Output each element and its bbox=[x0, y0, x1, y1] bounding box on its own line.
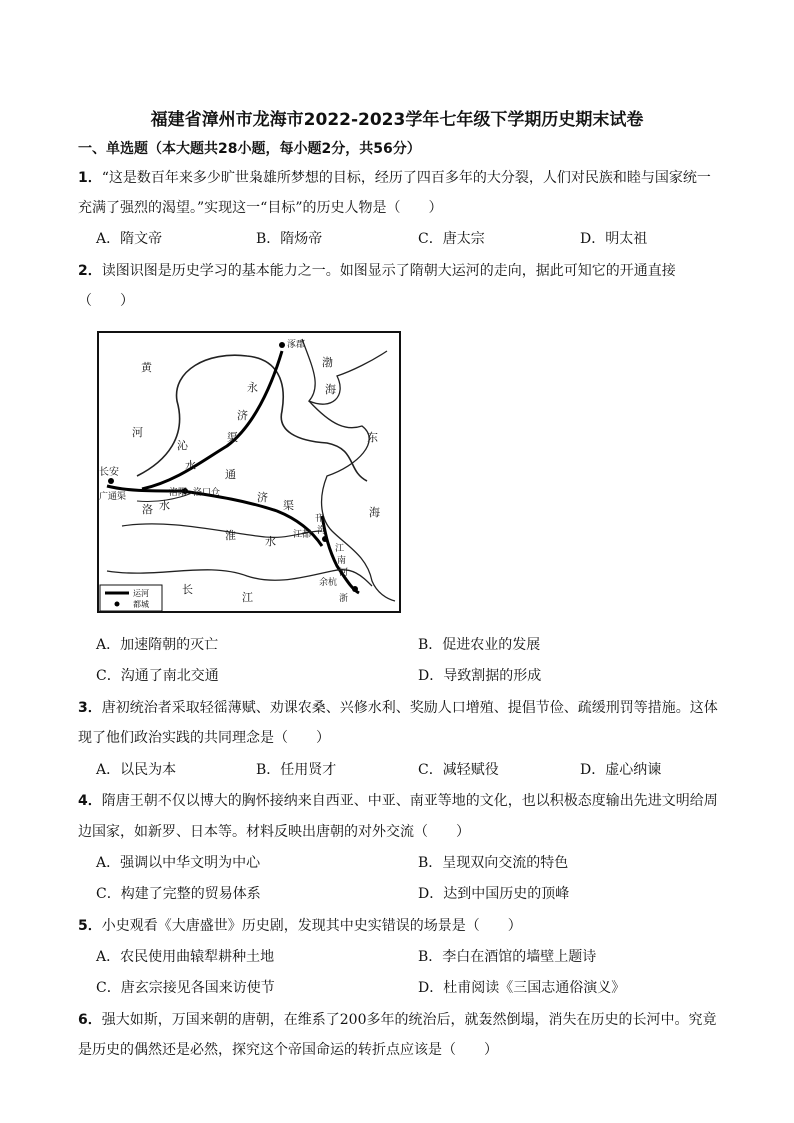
question-text: 唐初统治者采取轻徭薄赋、劝课农桑、兴修水利、奖励人口增殖、提倡节俭、疏缓刑罚等措施。这体 bbox=[101, 700, 718, 716]
label-yuhang: 余杭 bbox=[319, 578, 338, 588]
label-gou: 沟 bbox=[317, 526, 327, 536]
q3-option-d[interactable]: D．虚心纳谏 bbox=[580, 762, 662, 778]
question-1-line-1 bbox=[78, 167, 711, 187]
label-shui-1: 水 bbox=[185, 459, 196, 472]
label-qu: 渠 bbox=[227, 431, 238, 444]
label-qin: 沁 bbox=[177, 439, 188, 452]
question-number: 2． bbox=[78, 263, 102, 279]
q2-option-d[interactable]: D．导致割据的形成 bbox=[418, 668, 542, 684]
legend-city-symbol bbox=[115, 602, 120, 607]
q2-option-c[interactable]: C．沟通了南北交通 bbox=[96, 668, 219, 684]
label-luokoucang: 洛口仓 bbox=[193, 488, 221, 498]
q3-option-a[interactable]: A．以民为本 bbox=[96, 762, 177, 778]
label-luo: 洛 bbox=[142, 503, 153, 516]
label-nan: 南 bbox=[337, 556, 347, 566]
q1-option-b[interactable]: B．隋炀帝 bbox=[256, 231, 323, 247]
city-changan-marker bbox=[108, 478, 114, 484]
question-number: 4． bbox=[78, 793, 102, 809]
label-yong: 永 bbox=[247, 381, 258, 394]
q1-option-d[interactable]: D．明太祖 bbox=[580, 231, 648, 247]
label-bo: 渤 bbox=[322, 356, 333, 369]
q3-option-c[interactable]: C．减轻赋役 bbox=[418, 762, 499, 778]
label-jiang-n: 江 bbox=[335, 544, 345, 554]
label-tong: 通 bbox=[225, 468, 236, 481]
label-zhe: 浙 bbox=[339, 594, 349, 604]
label-ji: 济 bbox=[237, 409, 248, 422]
city-yuhang-marker bbox=[352, 586, 358, 592]
question-6-line-2: 是历史的偶然还是必然，探究这个帝国命运的转折点应该是（ ） bbox=[78, 1042, 498, 1058]
question-2-line-2: （ ） bbox=[78, 293, 134, 309]
label-ji-2: 济 bbox=[257, 491, 268, 504]
question-number: 5． bbox=[78, 918, 102, 934]
question-1-line-2: 充满了强烈的渴望。”实现这一“目标”的历史人物是（ ） bbox=[78, 200, 443, 216]
label-guangtong: 广通渠 bbox=[99, 492, 127, 502]
map-legend bbox=[100, 585, 162, 611]
label-he-2: 河 bbox=[339, 568, 349, 578]
question-4-line-1 bbox=[78, 790, 718, 810]
label-changan: 长安 bbox=[99, 467, 119, 478]
label-qu-2: 渠 bbox=[283, 499, 294, 512]
page-title: 福建省漳州市龙海市2022-2023学年七年级下学期历史期末试卷 bbox=[150, 110, 644, 130]
label-chang: 长 bbox=[182, 583, 193, 596]
grand-canal-map bbox=[97, 331, 401, 613]
label-luoyang: 洛阳 bbox=[169, 488, 188, 498]
label-jiangdu: 江都 bbox=[293, 530, 312, 540]
legend-canal-label: 运河 bbox=[133, 589, 149, 598]
label-jiang-2: 江 bbox=[242, 591, 253, 604]
q5-option-b[interactable]: B．李白在酒馆的墙壁上题诗 bbox=[418, 949, 597, 965]
city-jiangdu-marker bbox=[322, 536, 328, 542]
q5-option-d[interactable]: D．杜甫阅读《三国志通俗演义》 bbox=[418, 980, 626, 996]
q5-option-a[interactable]: A．农民使用曲辕犁耕种土地 bbox=[96, 949, 275, 965]
question-text: 读图识图是历史学习的基本能力之一。如图显示了隋朝大运河的走向，据此可知它的开通直接 bbox=[101, 263, 676, 279]
question-2-line-1 bbox=[78, 260, 676, 280]
q1-option-a[interactable]: A．隋文帝 bbox=[96, 231, 163, 247]
label-shui-2: 水 bbox=[159, 499, 170, 512]
label-he-1: 河 bbox=[132, 426, 143, 439]
question-number: 6． bbox=[78, 1012, 102, 1028]
q2-option-a[interactable]: A．加速隋朝的灭亡 bbox=[96, 637, 219, 653]
q5-option-c[interactable]: C．唐玄宗接见各国来访使节 bbox=[96, 980, 275, 996]
question-4-line-2: 边国家，如新罗、日本等。材料反映出唐朝的对外交流（ ） bbox=[78, 824, 470, 840]
question-5-line-1 bbox=[78, 915, 522, 935]
legend-city-label: 都城 bbox=[133, 600, 149, 609]
label-hai-1: 海 bbox=[325, 383, 336, 396]
label-hai-2: 海 bbox=[369, 506, 380, 519]
q4-option-c[interactable]: C．构建了完整的贸易体系 bbox=[96, 886, 261, 902]
question-number: 1． bbox=[78, 170, 102, 186]
question-number: 3． bbox=[78, 700, 102, 716]
question-3-line-1 bbox=[78, 697, 718, 717]
label-huai: 淮 bbox=[225, 529, 236, 542]
city-zhuojun-marker bbox=[279, 342, 285, 348]
q1-option-c[interactable]: C．唐太宗 bbox=[418, 231, 485, 247]
label-dong: 东 bbox=[367, 431, 378, 444]
section-heading: 一、单选题（本大题共28小题，每小题2分，共56分） bbox=[78, 141, 421, 157]
q4-option-a[interactable]: A．强调以中华文明为中心 bbox=[96, 855, 261, 871]
label-huang: 黄 bbox=[141, 361, 152, 374]
question-6-line-1 bbox=[78, 1009, 716, 1029]
legend-box bbox=[100, 585, 162, 611]
q4-option-d[interactable]: D．达到中国历史的顶峰 bbox=[418, 886, 570, 902]
question-3-line-2: 现了他们政治实践的共同理念是（ ） bbox=[78, 730, 330, 746]
question-text: 小史观看《大唐盛世》历史剧，发现其中史实错误的场景是（ ） bbox=[101, 918, 522, 934]
label-zhuojun: 涿郡 bbox=[287, 340, 306, 350]
question-text: 强大如斯，万国来朝的唐朝，在维系了200多年的统治后，就轰然倒塌，消失在历史的长河中。究竟 bbox=[101, 1012, 717, 1028]
q3-option-b[interactable]: B．任用贤才 bbox=[256, 762, 337, 778]
label-han: 邗 bbox=[315, 514, 325, 524]
q4-option-b[interactable]: B．呈现双向交流的特色 bbox=[418, 855, 569, 871]
label-shui-3: 水 bbox=[265, 535, 276, 548]
question-text: “这是数百年来多少旷世枭雄所梦想的目标，经历了四百多年的大分裂，人们对民族和睦与国家统一 bbox=[101, 170, 711, 186]
question-text: 隋唐王朝不仅以博大的胸怀接纳来自西亚、中亚、南亚等地的文化，也以积极态度输出先进文明给周 bbox=[101, 793, 718, 809]
q2-option-b[interactable]: B．促进农业的发展 bbox=[418, 637, 541, 653]
